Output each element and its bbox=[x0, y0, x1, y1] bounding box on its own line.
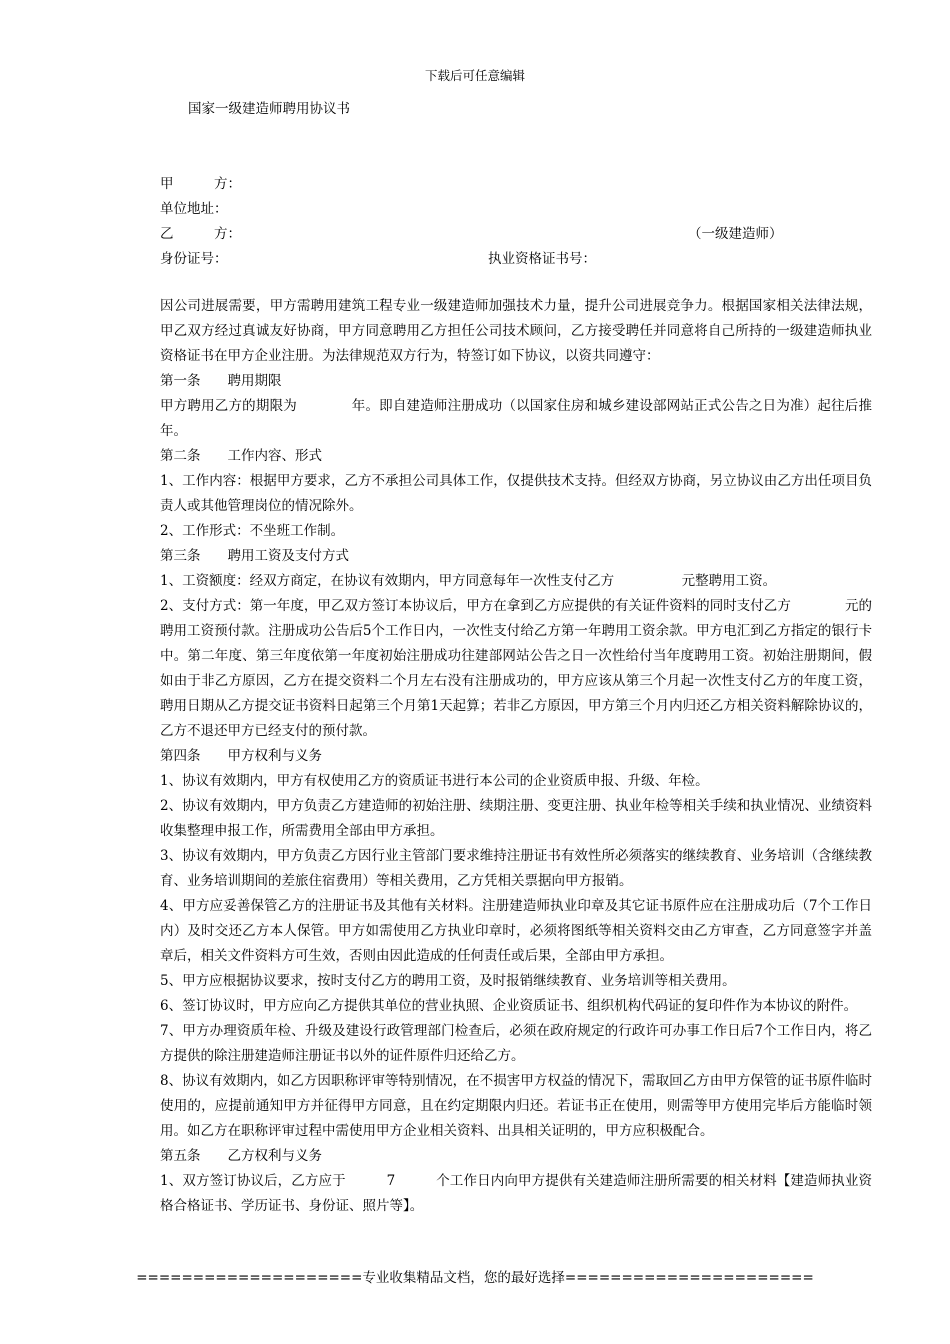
cert-number-label: 执业资格证书号： bbox=[488, 251, 596, 267]
party-a-label: 甲 方： bbox=[160, 176, 241, 192]
article-4-heading: 第四条 甲方权利与义务 bbox=[160, 748, 322, 764]
id-number-label: 身份证号： bbox=[160, 251, 228, 267]
footer-banner: ====================专业收集精品文档，您的最好选择====================== bbox=[136, 1270, 814, 1286]
party-b-note: （一级建造师） bbox=[688, 226, 783, 242]
intro-paragraph: 因公司进展需要，甲方需聘用建筑工程专业一级建造师加强技术力量，提升公司进展竞争力。根据国家相关法律法规，甲乙双方经过真诚友好协商，甲方同意聘用乙方担任公司技术顾问，乙方接受聘任并同意将自己所持的一级建造师执业资格证书在甲方企业注册。为法律规范双方行为，特签订如下协议，以资共同遵守： bbox=[160, 298, 872, 364]
clause-paragraph: 8、协议有效期内，如乙方因职称评审等特别情况，在不损害甲方权益的情况下，需取回乙方由甲方保管的证书原件临时使用的，应提前通知甲方并征得甲方同意，且在约定期限内归还。若证书正在使用，则需等甲方使用完毕后方能临时领用。如乙方在职称评审过程中需使用甲方企业相关资料、出具相关证明的，甲方应积极配合。 bbox=[160, 1073, 872, 1139]
document-title: 国家一级建造师聘用协议书 bbox=[188, 101, 350, 117]
header-note: 下载后可任意编辑 bbox=[424, 68, 525, 83]
clause-paragraph: 甲方聘用乙方的期限为 年。即自建造师注册成功（以国家住房和城乡建设部网站正式公告之日为准）起往后推 年。 bbox=[160, 398, 913, 439]
clause-paragraph: 4、甲方应妥善保管乙方的注册证书及其他有关材料。注册建造师执业印章及其它证书原件应在注册成功后（7个工作日内）及时交还乙方本人保管。甲方如需使用乙方执业印章时，必须将图纸等相关资料交由乙方审查，乙方同意签字并盖章后，相关文件资料方可生效，否则由因此造成的任何责任或后果，全部由甲方承担。 bbox=[160, 898, 872, 964]
article-2-heading: 第二条 工作内容、形式 bbox=[160, 448, 322, 464]
clause-paragraph: 2、支付方式：第一年度，甲乙双方签订本协议后，甲方在拿到乙方应提供的有关证件资料的同时支付乙方 元的聘用工资预付款。注册成功公告后5个工作日内，一次性支付给乙方第一年聘用工资余款。甲方电汇到乙方指定的银行卡中。第二年度、第三年度依第一年度初始注册成功往建部网站公告之日一次性给付当年度聘用工资。初始注册期间，假如由于非乙方原因，乙方在提交资料二个月左右没有注册成功的，甲方应该从第三个月起一次性支付乙方的年度工资，聘用日期从乙方提交证书资料日起第三个月第1天起算；若非乙方原因，甲方第三个月内归还乙方相关资料解除协议的，乙方不退还甲方已经支付的预付款。 bbox=[160, 598, 872, 739]
clause-paragraph: 7、甲方办理资质年检、升级及建设行政管理部门检查后，必须在政府规定的行政许可办事工作日后7个工作日内，将乙方提供的除注册建造师注册证书以外的证件原件归还给乙方。 bbox=[160, 1023, 872, 1064]
clause-paragraph: 5、甲方应根据协议要求，按时支付乙方的聘用工资，及时报销继续教育、业务培训等相关费用。 bbox=[160, 973, 736, 989]
party-b-label: 乙 方： bbox=[160, 226, 241, 242]
article-5-heading: 第五条 乙方权利与义务 bbox=[160, 1148, 322, 1164]
clause-paragraph: 2、工作形式：不坐班工作制。 bbox=[160, 523, 345, 539]
article-1-heading: 第一条 聘用期限 bbox=[160, 373, 282, 389]
clause-paragraph: 1、工作内容：根据甲方要求，乙方不承担公司具体工作，仅提供技术支持。但经双方协商，另立协议由乙方出任项目负责人或其他管理岗位的情况除外。 bbox=[160, 473, 872, 514]
clause-paragraph: 6、签订协议时，甲方应向乙方提供其单位的营业执照、企业资质证书、组织机构代码证的复印件作为本协议的附件。 bbox=[160, 998, 858, 1014]
clause-paragraph: 1、协议有效期内，甲方有权使用乙方的资质证书进行本公司的企业资质申报、升级、年检。 bbox=[160, 773, 709, 789]
clause-paragraph: 2、协议有效期内，甲方负责乙方建造师的初始注册、续期注册、变更注册、执业年检等相关手续和执业情况、业绩资料收集整理申报工作，所需费用全部由甲方承担。 bbox=[160, 798, 872, 839]
company-address-label: 单位地址： bbox=[160, 201, 228, 217]
clause-paragraph: 1、工资额度：经双方商定，在协议有效期内，甲方同意每年一次性支付乙方 元整聘用工资。 bbox=[160, 573, 777, 589]
clause-paragraph: 1、双方签订协议后，乙方应于 7 个工作日内向甲方提供有关建造师注册所需要的相关材料【建造师执业资格合格证书、学历证书、身份证、照片等】。 bbox=[160, 1173, 872, 1214]
clause-paragraph: 3、协议有效期内，甲方负责乙方因行业主管部门要求维持注册证书有效性所必须落实的继续教育、业务培训（含继续教育、业务培训期间的差旅住宿费用）等相关费用，乙方凭相关票据向甲方报销。 bbox=[160, 848, 872, 889]
article-3-heading: 第三条 聘用工资及支付方式 bbox=[160, 548, 349, 564]
agreement-body bbox=[160, 294, 913, 1219]
